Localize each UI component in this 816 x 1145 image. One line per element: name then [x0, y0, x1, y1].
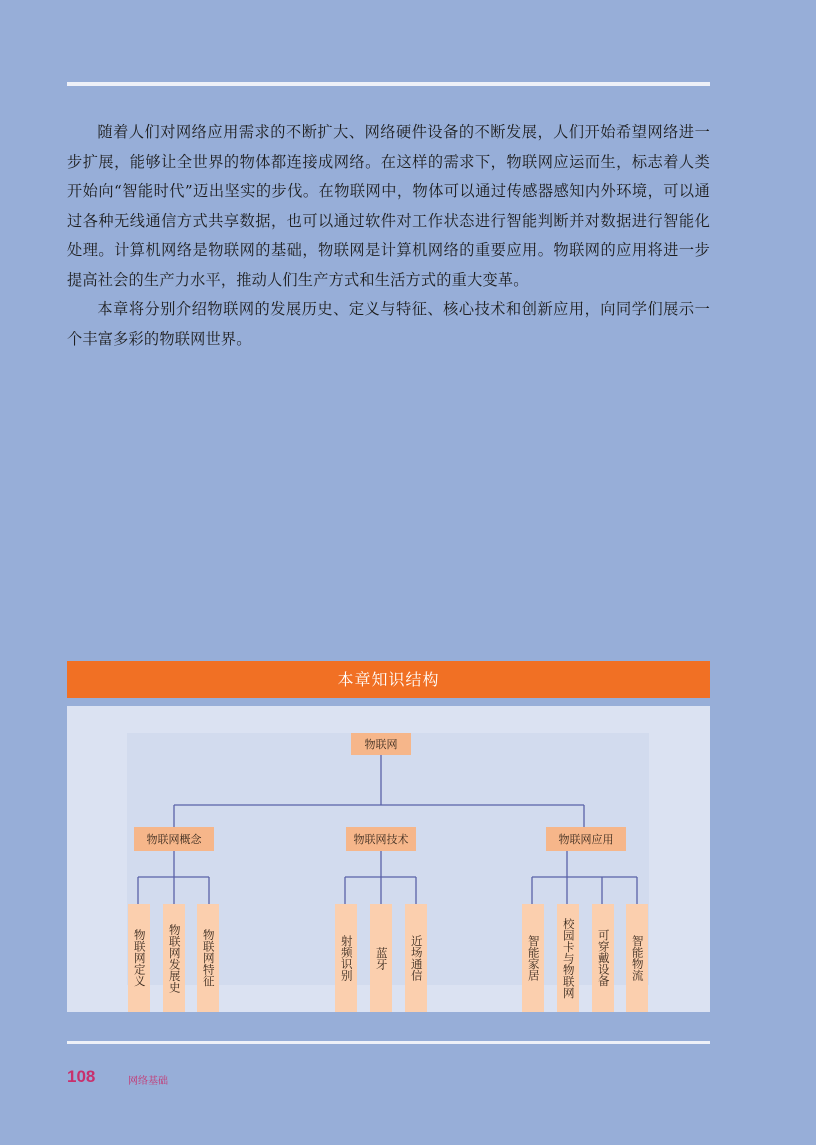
branch-node-application: 物联网应用: [546, 827, 626, 851]
leaf-node: 蓝牙: [370, 904, 392, 1012]
tree-root-node: 物联网: [351, 733, 411, 755]
leaf-node: 校园卡与物联网: [557, 904, 579, 1012]
page-number: 108: [67, 1067, 96, 1086]
leaf-node: 射频识别: [335, 904, 357, 1012]
bottom-rule: [67, 1041, 710, 1044]
leaf-node: 智能家居: [522, 904, 544, 1012]
knowledge-structure-panel: [67, 706, 710, 1012]
leaf-node: 智能物流: [626, 904, 648, 1012]
leaf-node: 物联网特征: [197, 904, 219, 1012]
body-paragraph-1: 随着人们对网络应用需求的不断扩大、网络硬件设备的不断发展，人们开始希望网络进一步扩展，能够让全世界的物体都连接成网络。在这样的需求下，物联网应运而生，标志着人类开始向“智能时代”迈出坚实的步伐。在物联网中，物体可以通过传感器感知内外环境，可以通过各种无线通信方式共享数据，也可以通过软件对工作状态进行智能判断并对数据进行智能化处理。计算机网络是物联网的基础，物联网是计算机网络的重要应用。物联网的应用将进一步提高社会的生产力水平，推动人们生产方式和生活方式的重大变革。: [67, 123, 710, 289]
branch-node-concept: 物联网概念: [134, 827, 214, 851]
knowledge-tree: [127, 733, 649, 999]
body-paragraph-2: 本章将分别介绍物联网的发展历史、定义与特征、核心技术和创新应用，向同学们展示一个丰富多彩的物联网世界。: [67, 300, 710, 348]
knowledge-structure-banner: 本章知识结构: [67, 661, 710, 698]
branch-node-technology: 物联网技术: [346, 827, 416, 851]
leaf-node: 物联网发展史: [163, 904, 185, 1012]
leaf-node: 近场通信: [405, 904, 427, 1012]
leaf-node: 可穿戴设备: [592, 904, 614, 1012]
leaf-node: 物联网定义: [128, 904, 150, 1012]
top-rule: [67, 82, 710, 86]
running-footer-title: 网络基础: [128, 1076, 168, 1087]
